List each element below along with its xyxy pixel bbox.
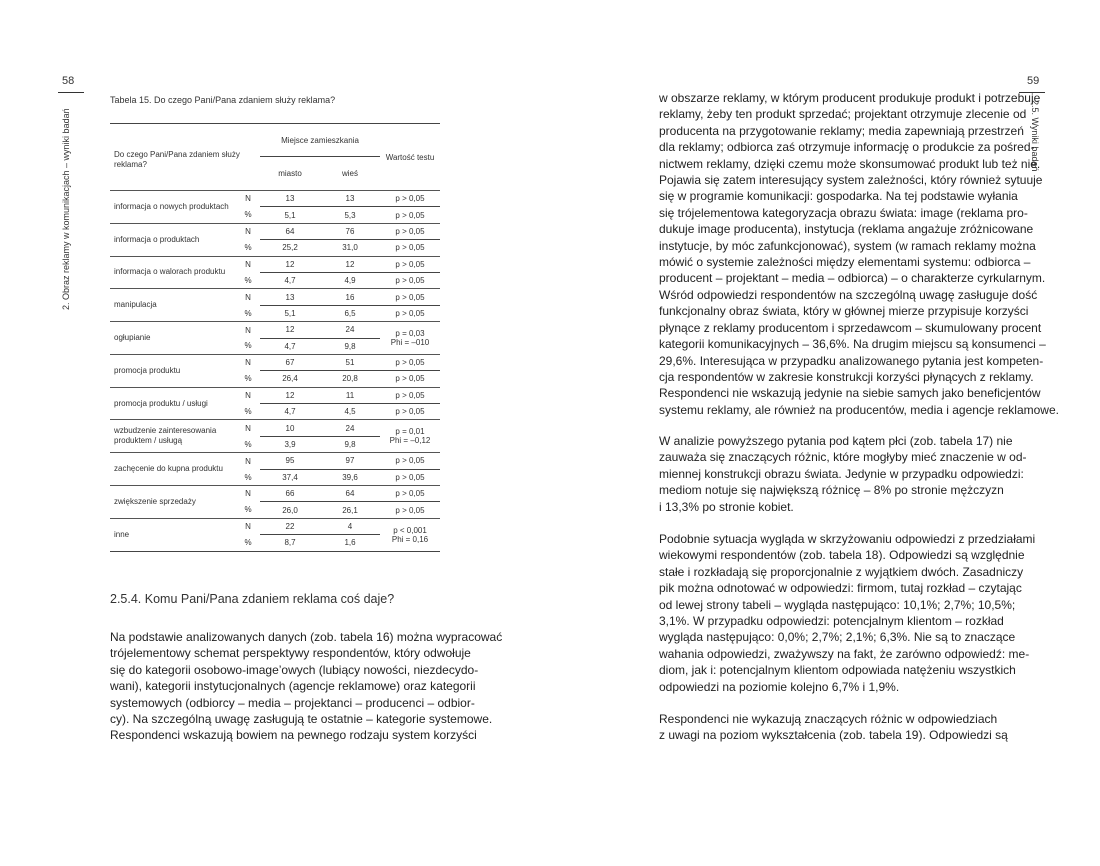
cell-test-n: p > 0,05 [380,486,440,502]
cell-test-merged: p = 0,03 Phi = –010 [380,322,440,355]
row-n-marker: N [236,289,260,305]
left-paragraph [110,629,503,744]
cell-pct-city: 4,7 [284,407,296,417]
cell-n-village: 51 [320,354,380,370]
table-row [110,256,440,272]
table-row [110,518,440,534]
cell-pct-city: 26,0 [282,505,298,515]
cell-pct-village: 9,8 [344,341,356,351]
paragraph-line: producenta na przygotowanie reklamy; media zapewniają przestrzeń [659,123,1024,138]
paragraph-line: systemowych (odbiorcy – media – projektanci – producenci – odbior- [110,695,475,710]
row-n-marker: N [236,518,260,534]
row-n-marker: N [236,387,260,403]
header-city: miasto [278,169,302,178]
cell-pct-village: 6,5 [344,308,356,318]
paragraph-line: instytucje, by móc zafunkcjonować), system (w ramach reklamy można [659,238,1036,253]
paragraph-line: wani), kategorii instytucjonalnych (agencje reklamowe) oraz kategorii [110,679,476,694]
cell-n-village: 4 [320,518,380,534]
row-pct-marker: % [244,472,252,482]
paragraph-line: nictwem reklamy, dzięki czemu może skonsumować produkt lub też nie. [659,156,1041,171]
header-residence: Miejsce zamieszkania [260,124,380,157]
row-pct-marker: % [244,210,252,220]
cell-n-city: 67 [260,354,320,370]
paragraph-line: funkcjonalny obraz świata, który w głównej mierze przypisuje korzyści [659,304,1029,319]
table-row [110,223,440,239]
paragraph-line: się w programie komunikacji: gospodarka. Na tej podstawie wyłania [659,189,1018,204]
paragraph-line: wahania odpowiedzi, zważywszy na fakt, że zarówno odpowiedź: me- [659,646,1030,661]
paragraph-line: płynące z reklamy producentom i sprzedawcom – skumulowany procent [659,320,1042,335]
paragraph-line: W analizie powyższego pytania pod kątem płci (zob. tabela 17) nie [659,434,1013,448]
row-label: inne [110,518,236,551]
paragraph-line: od lewej strony tabeli – wygląda następująco: 10,1%; 2,7%; 10,5%; [659,597,1016,612]
paragraph-line: Na podstawie analizowanych danych (zob. tabela 16) można wypracować [110,630,503,644]
paragraph-line: Respondenci wskazują bowiem na pewnego rodzaju system korzyści [110,728,477,743]
paragraph-line: Respondenci nie wskazują jedynie na siebie samych jako beneficjentów [659,386,1041,401]
cell-pct-city: 4,7 [284,276,296,286]
cell-n-city: 10 [260,420,320,436]
cell-pct-village: 31,0 [342,243,358,253]
table-row [110,289,440,305]
cell-pct-village: 39,6 [342,472,358,482]
row-label: informacja o produktach [110,223,236,256]
cell-test-n: p > 0,05 [380,453,440,469]
row-n-marker: N [236,420,260,436]
cell-pct-village: 4,5 [344,407,356,417]
table-row [110,191,440,207]
row-label: informacja o walorach produktu [110,256,236,289]
cell-test-pct: p > 0,05 [395,308,425,318]
row-pct-marker: % [244,505,252,515]
header-village: wieś [341,169,358,178]
cell-n-city: 12 [260,387,320,403]
row-n-marker: N [236,223,260,239]
paragraph-line: Wśród odpowiedzi respondentów na szczególną uwagę zasługuje dość [659,287,1038,302]
table-row [110,453,440,469]
paragraph-line: Podobnie sytuacja wygląda w skrzyżowaniu odpowiedzi z przedziałami [659,532,1036,546]
cell-n-village: 11 [320,387,380,403]
paragraph-line: reklamy, żeby ten produkt sprzedać; projektant otrzymuje zlecenie od [659,107,1027,122]
paragraph-line: stałe i rozkładają się proporcjonalnie z wyjątkiem dwóch. Zasadniczy [659,564,1024,579]
cell-test-n: p > 0,05 [380,289,440,305]
running-head-left: 2. Obraz reklamy w komunikacjach – wyniki badań [61,108,71,310]
paragraph-line: i 13,3% po stronie kobiet. [659,499,794,514]
row-pct-marker: % [244,341,252,351]
right-paragraph-4 [659,711,1008,744]
row-pct-marker: % [244,308,252,318]
cell-pct-village: 4,9 [344,276,356,286]
table-row [110,354,440,370]
paragraph-line: wygląda następująco: 0,0%; 2,7%; 2,1%; 6,3%. Nie są to znaczące [659,630,1016,645]
paragraph-line: dukuje image producenta), instytucja (reklama angażuje zróżnicowane [659,222,1034,237]
cell-pct-village: 5,3 [344,210,356,220]
paragraph-line: systemu reklamy, ale również na producentów, media i agencje reklamowe. [659,402,1059,417]
cell-pct-city: 26,4 [282,374,298,384]
row-pct-marker: % [236,535,260,551]
table-row [110,322,440,338]
cell-test-pct: p > 0,05 [395,210,425,220]
row-n-marker: N [236,322,260,338]
right-paragraph-2 [659,433,1027,515]
paragraph-line: w obszarze reklamy, w którym producent produkuje produkt i potrzebuje [659,91,1041,105]
cell-n-city: 66 [260,486,320,502]
paragraph-line: kategorii komunikacyjnych – 36,6%. Na drugim miejscu są konsumenci – [659,337,1046,352]
row-label: wzbudzenie zainteresowania produktem / usługą [110,420,236,453]
section-heading: 2.5.4. Komu Pani/Pana zdaniem reklama coś daje? [110,592,395,606]
table-row [110,486,440,502]
table-row [110,387,440,403]
cell-test-pct: p > 0,05 [395,243,425,253]
paragraph-line: pik można odnotować w odpowiedzi: firmom, tutaj rozkład – czytając [659,581,1022,596]
row-label: ogłupianie [110,322,236,355]
row-pct-marker: % [244,374,252,384]
paragraph-line: trójelementowy schemat perspektywy respondentów, który odwołuje [110,646,471,661]
cell-n-village: 64 [320,486,380,502]
cell-test-pct: p > 0,05 [395,472,425,482]
row-pct-marker: % [244,275,252,285]
row-label: promocja produktu / usługi [110,387,236,420]
cell-test-n: p > 0,05 [380,354,440,370]
cell-n-city: 12 [260,256,320,272]
page-number-rule [58,92,84,93]
cell-pct-village: 20,8 [342,374,358,384]
cell-n-city: 12 [260,322,320,338]
cell-pct-city: 5,1 [284,308,296,318]
table-row [110,420,440,436]
cell-n-village: 97 [320,453,380,469]
cell-test-pct: p > 0,05 [395,505,425,515]
page-number-left: 58 [62,75,75,87]
paragraph-line: się trójelementowa kategoryzacja obrazu świata: image (reklama pro- [659,205,1028,220]
data-table [110,123,440,552]
row-n-marker: N [236,191,260,207]
paragraph-line: odpowiedzi na poziomie kolejno 6,7% i 1,9%. [659,679,900,694]
cell-pct-city: 8,7 [260,535,320,551]
cell-n-city: 13 [260,289,320,305]
cell-n-village: 12 [320,256,380,272]
paragraph-line: się do kategorii osobowo-image’owych (lubiący nowości, niezdecydo- [110,662,479,677]
row-pct-marker: % [244,243,252,253]
paragraph-line: Respondenci nie wykazują znaczących różnic w odpowiedziach [659,712,998,726]
paragraph-line: mediom notuje się największą różnicę – 8% po stronie mężczyzn [659,483,1004,498]
paragraph-line: cy). Na szczególną uwagę zasługują te ostatnie – kategorie systemowe. [110,712,493,727]
cell-pct-city: 25,2 [282,243,298,253]
header-test: Wartość testu [380,124,440,191]
cell-n-village: 24 [320,322,380,338]
cell-test-merged: p < 0,001 Phi = 0,16 [380,518,440,551]
cell-pct-city: 37,4 [282,472,298,482]
cell-n-village: 76 [320,223,380,239]
table-caption: Tabela 15. Do czego Pani/Pana zdaniem służy reklama? [110,95,336,105]
cell-pct-village: 9,8 [344,440,356,450]
row-n-marker: N [236,453,260,469]
row-n-marker: N [236,256,260,272]
cell-n-city: 64 [260,223,320,239]
cell-test-pct: p > 0,05 [395,374,425,384]
cell-n-village: 24 [320,420,380,436]
paragraph-line: 29,6%. Interesująca w przypadku analizowanego pytania jest kompeten- [659,353,1044,368]
paragraph-line: producent – projektant – media – odbiorca) – o charakterze cyrkularnym. [659,271,1046,286]
row-pct-marker: % [244,407,252,417]
cell-test-n: p > 0,05 [380,256,440,272]
cell-pct-village: 26,1 [342,505,358,515]
paragraph-line: wiekowymi respondentów (zob. tabela 18). Odpowiedzi są względnie [659,548,1025,563]
cell-test-merged: p = 0,01 Phi = –0,12 [380,420,440,453]
row-label: zachęcenie do kupna produktu [110,453,236,486]
cell-test-n: p > 0,05 [380,387,440,403]
row-label: informacja o nowych produktach [110,191,236,224]
row-label: manipulacja [110,289,236,322]
row-label: promocja produktu [110,354,236,387]
cell-n-city: 22 [260,518,320,534]
cell-pct-city: 5,1 [284,210,296,220]
header-question: Do czego Pani/Pana zdaniem służy reklama? [110,124,260,191]
cell-pct-city: 4,7 [284,341,296,351]
paragraph-line: cja respondentów w zakresie konstrukcji korzyści płynących z reklamy. [659,369,1034,384]
paragraph-line: 3,1%. W przypadku odpowiedzi: potencjalnym klientom – rozkład [659,614,1004,629]
cell-test-pct: p > 0,05 [395,276,425,286]
paragraph-line: z uwagi na poziom wykształcenia (zob. tabela 19). Odpowiedzi są [659,728,1008,743]
cell-n-city: 95 [260,453,320,469]
paragraph-line: miennej konstrukcji obrazu świata. Jedynie w przypadku odpowiedzi: [659,466,1024,481]
cell-n-village: 13 [320,191,380,207]
paragraph-line: mówić o systemie zależności między elementami systemu: odbiorca – [659,255,1031,270]
cell-test-n: p > 0,05 [380,223,440,239]
row-pct-marker: % [244,439,252,449]
cell-pct-city: 3,9 [284,440,296,450]
row-n-marker: N [236,354,260,370]
page-number-right: 59 [1027,75,1040,87]
right-paragraph-3 [659,531,1036,695]
cell-test-n: p > 0,05 [380,191,440,207]
row-n-marker: N [236,486,260,502]
cell-pct-village: 1,6 [320,535,380,551]
paragraph-line: diom, jak i: potencjalnym klientom odpowiada natężeniu wszystkich [659,663,1016,678]
paragraph-line: Pojawia się zatem interesujący system zależności, który również sytuuje [659,173,1043,188]
paragraph-line: zauważa się znaczących różnic, które mogłyby mieć znaczenie w od- [659,450,1027,465]
cell-n-village: 16 [320,289,380,305]
running-head-right: 2.5. Wyniki badań [1030,100,1040,172]
cell-n-city: 13 [260,191,320,207]
cell-test-pct: p > 0,05 [395,407,425,417]
row-label: zwiększenie sprzedaży [110,486,236,519]
paragraph-line: dla reklamy; odbiorca zaś otrzymuje informację o produkcie za pośred- [659,140,1035,155]
